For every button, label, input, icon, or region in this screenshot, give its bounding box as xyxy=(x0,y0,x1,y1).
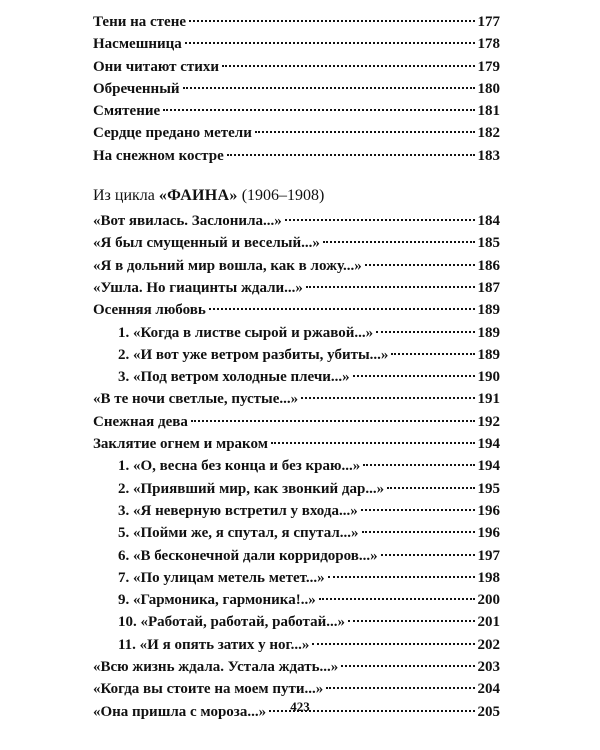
toc-entry-title: Снежная дева xyxy=(93,413,188,430)
toc-entry xyxy=(93,36,500,58)
toc-entry-page: 180 xyxy=(477,80,500,97)
dot-leader xyxy=(312,643,474,645)
toc-entry-title: 3. «Под ветром холодные плечи...» xyxy=(118,369,350,386)
dot-leader xyxy=(306,286,475,288)
cycle-heading-prefix: Из цикла xyxy=(93,187,159,205)
toc-entry-page: 196 xyxy=(477,502,500,519)
toc-entry xyxy=(93,235,500,257)
page-number: 423 xyxy=(290,699,310,714)
toc-top-section xyxy=(93,14,500,170)
dot-leader xyxy=(353,375,475,377)
toc-entry-page: 186 xyxy=(477,257,500,274)
toc-entry-page: 204 xyxy=(477,681,500,698)
toc-entry-title: «Всю жизнь ждала. Устала ждать...» xyxy=(93,659,339,676)
toc-entry xyxy=(93,414,500,436)
toc-entry-title: «Когда вы стоите на моем пути...» xyxy=(93,681,324,698)
table-of-contents xyxy=(93,14,500,726)
toc-entry-title: Заклятие огнем и мраком xyxy=(93,436,268,453)
toc-entry-page: 201 xyxy=(477,614,500,631)
toc-entry-page: 189 xyxy=(477,302,500,319)
toc-entry xyxy=(93,14,500,36)
toc-entry xyxy=(93,347,500,369)
toc-entry-page: 197 xyxy=(477,547,500,564)
dot-leader xyxy=(209,308,475,310)
toc-entry-title: 6. «В бесконечной дали корридоров...» xyxy=(118,547,378,564)
cycle-heading-years: (1906–1908) xyxy=(237,187,325,205)
dot-leader xyxy=(391,353,474,355)
cycle-heading-name: «ФАИНА» xyxy=(158,187,238,205)
toc-entry-title: Смятение xyxy=(93,103,161,120)
toc-entry-page: 205 xyxy=(477,703,500,720)
toc-entry xyxy=(93,280,500,302)
toc-entry-title: 2. «И вот уже ветром разбиты, убиты...» xyxy=(118,346,389,363)
toc-entry-title: «Ушла. Но гиацинты ждали...» xyxy=(93,279,303,296)
toc-entry-title: «Она пришла с мороза...» xyxy=(93,703,267,720)
dot-leader xyxy=(323,241,475,243)
toc-entry xyxy=(93,59,500,81)
dot-leader xyxy=(191,420,475,422)
toc-entry-title: 5. «Пойми же, я спутал, я спутал...» xyxy=(118,525,359,542)
dot-leader xyxy=(222,65,474,67)
toc-entry-title: Тени на стене xyxy=(93,14,187,30)
toc-entry xyxy=(93,503,500,525)
dot-leader xyxy=(227,154,475,156)
dot-leader xyxy=(365,264,475,266)
dot-leader xyxy=(362,531,475,533)
toc-entry-page: 182 xyxy=(477,125,500,142)
toc-entry-title: «Я был смущенный и веселый...» xyxy=(93,235,320,252)
toc-entry xyxy=(93,325,500,347)
toc-entry-page: 200 xyxy=(477,592,500,609)
toc-entry-page: 194 xyxy=(477,458,500,475)
toc-entry xyxy=(93,570,500,592)
dot-leader xyxy=(285,219,475,221)
toc-entry-page: 189 xyxy=(477,324,500,341)
toc-entry-page: 191 xyxy=(477,391,500,408)
toc-entry-page: 198 xyxy=(477,569,500,586)
dot-leader xyxy=(381,554,475,556)
toc-entry xyxy=(93,592,500,614)
toc-entry-title: 7. «По улицам метель метет...» xyxy=(118,569,325,586)
toc-entry xyxy=(93,258,500,280)
toc-entry-page: 177 xyxy=(477,14,500,30)
dot-leader xyxy=(328,576,475,578)
toc-entry-title: «Я в дольний мир вошла, как в ложу...» xyxy=(93,257,362,274)
toc-entry-title: Осенняя любовь xyxy=(93,302,206,319)
dot-leader xyxy=(361,509,475,511)
dot-leader xyxy=(271,442,475,444)
toc-entry-page: 190 xyxy=(477,369,500,386)
dot-leader xyxy=(376,331,474,333)
toc-entry xyxy=(93,525,500,547)
toc-entry-title: Сердце предано метели xyxy=(93,125,252,142)
dot-leader xyxy=(163,109,474,111)
toc-entry-page: 194 xyxy=(477,436,500,453)
toc-entry-title: 3. «Я неверную встретил у входа...» xyxy=(118,502,358,519)
toc-entry-page: 192 xyxy=(477,413,500,430)
toc-entry-title: 10. «Работай, работай, работай...» xyxy=(118,614,345,631)
toc-entry xyxy=(93,81,500,103)
toc-entry xyxy=(93,436,500,458)
toc-entry-title: На снежном костре xyxy=(93,147,224,164)
toc-entry xyxy=(93,637,500,659)
toc-entry-page: 203 xyxy=(477,659,500,676)
dot-leader xyxy=(301,397,474,399)
toc-entry-page: 196 xyxy=(477,525,500,542)
dot-leader xyxy=(255,131,475,133)
toc-entry xyxy=(93,548,500,570)
toc-entry xyxy=(93,481,500,503)
dot-leader xyxy=(326,687,474,689)
toc-entry-page: 185 xyxy=(477,235,500,252)
toc-entry-title: «В те ночи светлые, пустые...» xyxy=(93,391,299,408)
toc-entry-title: «Вот явилась. Заслонила...» xyxy=(93,213,282,230)
toc-entry-title: 2. «Приявший мир, как звонкий дар...» xyxy=(118,480,385,497)
dot-leader xyxy=(319,598,475,600)
toc-entry xyxy=(93,213,500,235)
toc-entry xyxy=(93,302,500,324)
toc-entry xyxy=(93,659,500,681)
toc-entry-page: 183 xyxy=(477,147,500,164)
toc-entry xyxy=(93,103,500,125)
dot-leader xyxy=(341,665,474,667)
toc-entry-page: 184 xyxy=(477,213,500,230)
toc-entry xyxy=(93,458,500,480)
toc-entry-title: 9. «Гармоника, гармоника!..» xyxy=(118,592,316,609)
section-gap xyxy=(93,170,500,187)
toc-entry xyxy=(93,148,500,170)
toc-entry-title: Насмешница xyxy=(93,36,182,53)
toc-entry-page: 189 xyxy=(477,346,500,363)
toc-entry xyxy=(93,614,500,636)
dot-leader xyxy=(183,87,475,89)
toc-cycle-section xyxy=(93,213,500,726)
toc-entry-title: Они читают стихи xyxy=(93,58,220,75)
toc-entry-page: 179 xyxy=(477,58,500,75)
toc-entry-page: 187 xyxy=(477,279,500,296)
toc-entry-page: 178 xyxy=(477,36,500,53)
toc-entry-title: 11. «И я опять затих у ног...» xyxy=(118,636,310,653)
cycle-heading xyxy=(93,187,500,213)
toc-entry xyxy=(93,391,500,413)
toc-entry xyxy=(93,125,500,147)
toc-entry-page: 195 xyxy=(477,480,500,497)
dot-leader xyxy=(348,620,475,622)
dot-leader xyxy=(185,42,475,44)
toc-entry xyxy=(93,369,500,391)
toc-entry-page: 181 xyxy=(477,103,500,120)
toc-entry-title: Обреченный xyxy=(93,80,180,97)
toc-entry-title: 1. «О, весна без конца и без краю...» xyxy=(118,458,361,475)
dot-leader xyxy=(189,20,474,22)
toc-entry-page: 202 xyxy=(477,636,500,653)
dot-leader xyxy=(363,464,474,466)
toc-entry-title: 1. «Когда в листве сырой и ржавой...» xyxy=(118,324,374,341)
dot-leader xyxy=(387,487,474,489)
